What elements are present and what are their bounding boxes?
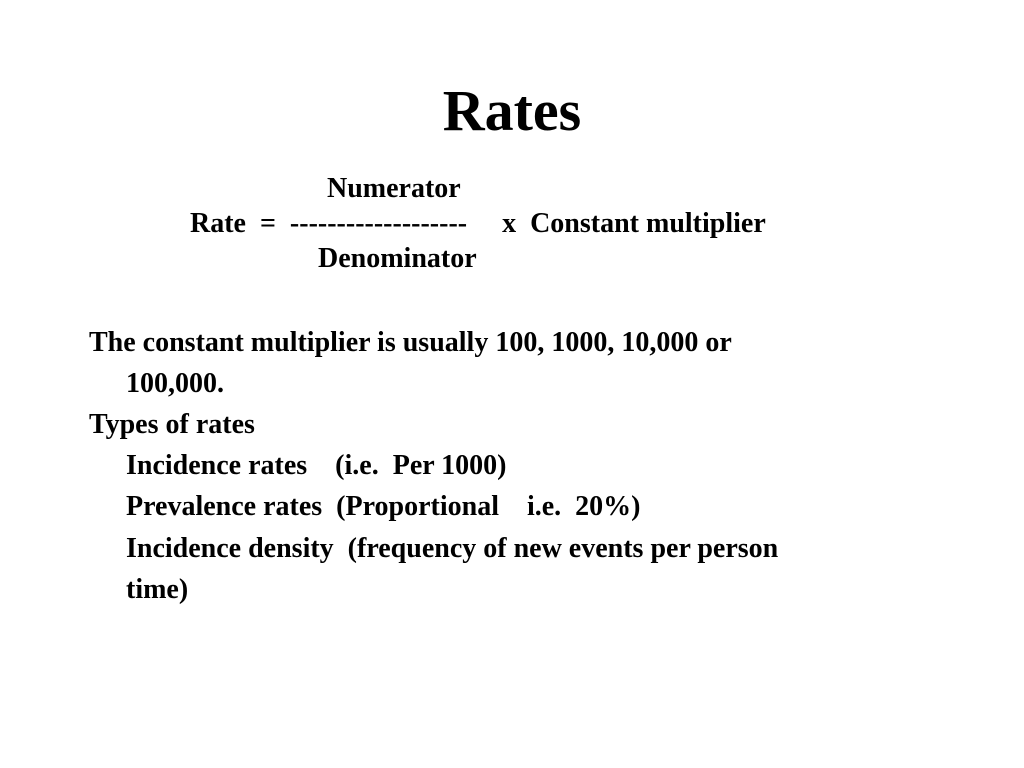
multiplier-text-line: The constant multiplier is usually 100, 1000, 10,000 or [89,327,732,358]
slide-title: Rates [442,78,582,143]
formula-denominator: Denominator [318,243,477,274]
incidence-density-item: Incidence density (frequency of new events per person [126,533,779,564]
incidence-rates-item: Incidence rates (i.e. Per 1000) [126,450,507,481]
incidence-density-continuation: time) [126,574,189,605]
prevalence-rates-item: Prevalence rates (Proportional i.e. 20%) [126,491,641,522]
types-of-rates-heading: Types of rates [89,409,255,440]
formula-equation-line: Rate = ------------------- x Constant multiplier [190,208,766,239]
formula-numerator: Numerator [327,173,461,204]
multiplier-text-continuation: 100,000. [126,368,224,399]
